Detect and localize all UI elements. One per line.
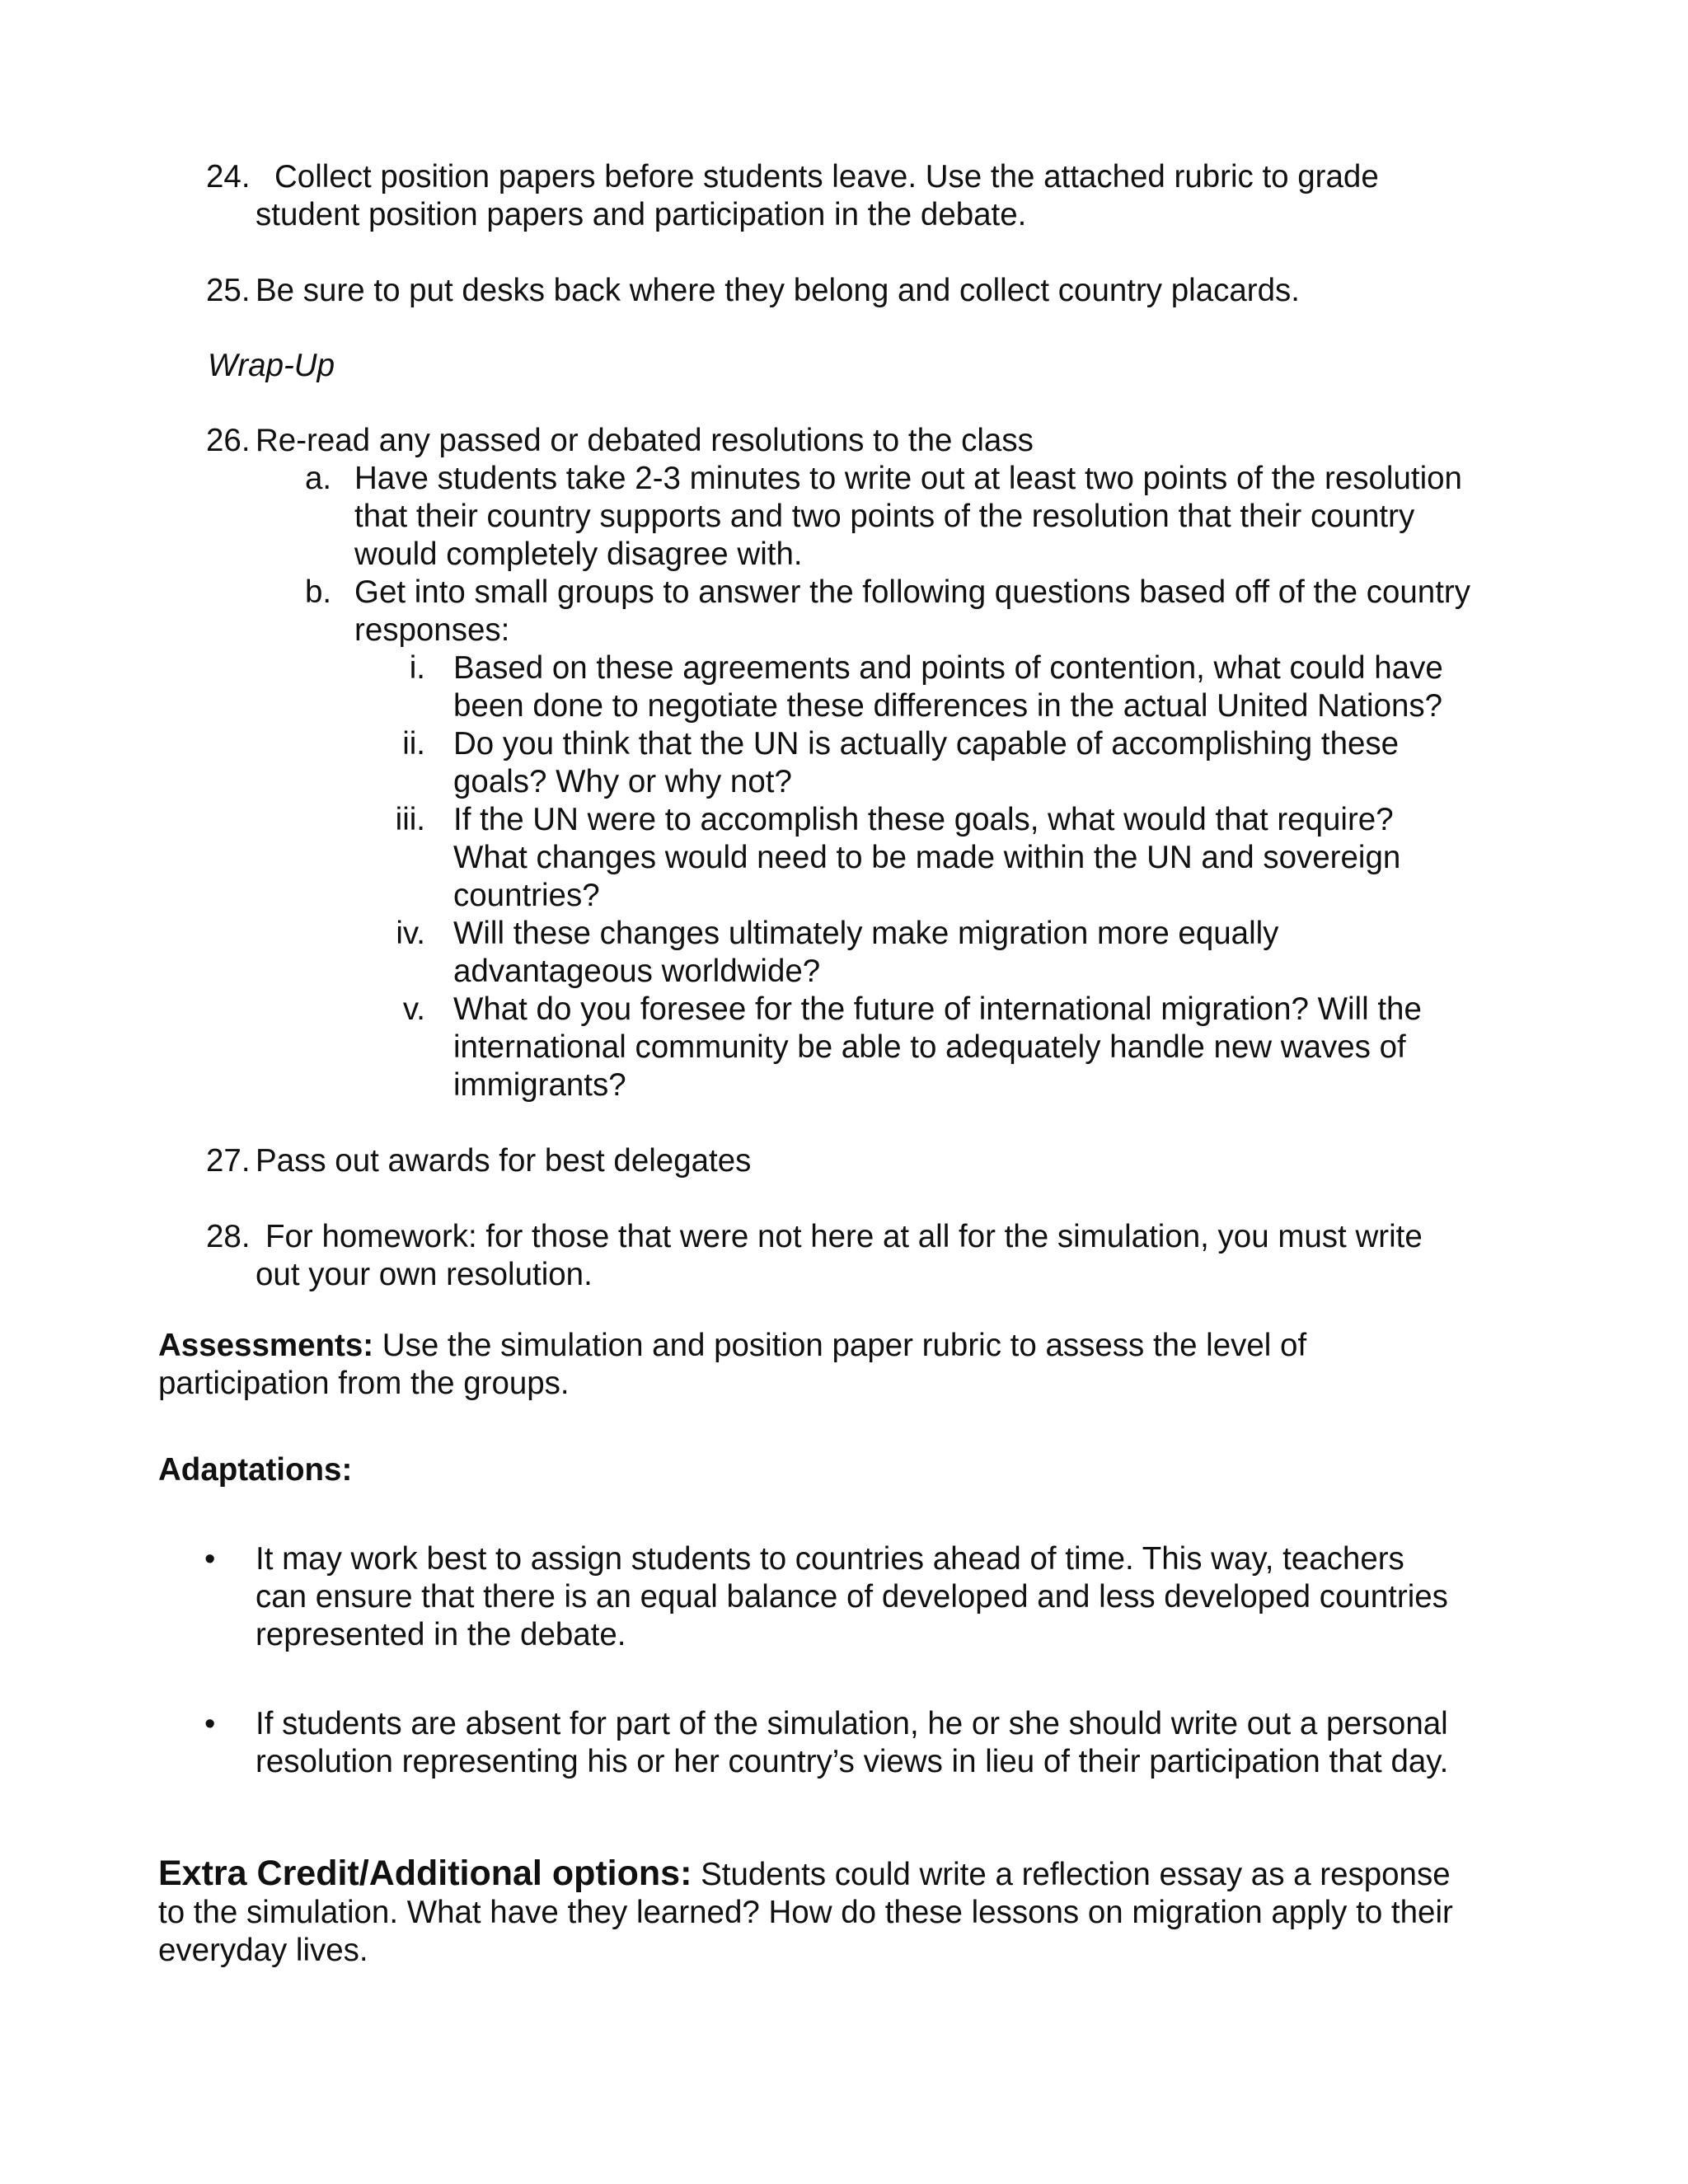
- question-text: What changes would need to be made within the UN and sovereign: [453, 840, 1401, 875]
- extra-credit-text: to the simulation. What have they learned? How do these lessons on migration apply to their: [158, 1895, 1453, 1930]
- sub-text: would completely disagree with.: [354, 537, 803, 572]
- question-text: been done to negotiate these differences in the actual United Nations?: [453, 688, 1443, 724]
- extra-credit-text: everyday lives.: [158, 1933, 368, 1968]
- adaptations-heading: Adaptations:: [158, 1452, 353, 1488]
- step-text: Pass out awards for best delegates: [256, 1143, 752, 1179]
- question-text: goals? Why or why not?: [453, 764, 792, 799]
- step-number: 26.: [206, 423, 251, 458]
- assessments-label: Assessments:: [158, 1328, 374, 1363]
- question-text: Based on these agreements and points of contention, what could have: [453, 650, 1443, 686]
- step-text: student position papers and participation in the debate.: [256, 197, 1027, 232]
- assessments-text: Use the simulation and position paper rubric to assess the level of: [373, 1328, 1307, 1363]
- question-text: immigrants?: [453, 1067, 626, 1103]
- step-number: 28.: [206, 1219, 251, 1254]
- adaptation-text: It may work best to assign students to countries ahead of time. This way, teachers: [256, 1541, 1404, 1577]
- question-text: countries?: [453, 878, 600, 913]
- bullet-icon: •: [204, 1542, 216, 1577]
- section-heading-wrap-up: Wrap-Up: [208, 348, 335, 383]
- extra-credit-text: Students could write a reflection essay as a response: [692, 1857, 1451, 1892]
- question-marker: v.: [402, 991, 425, 1027]
- sub-text: responses:: [354, 612, 510, 648]
- question-text: If the UN were to accomplish these goals, what would that require?: [453, 802, 1394, 837]
- adaptation-text: If students are absent for part of the simulation, he or she should write out a personal: [256, 1706, 1448, 1741]
- sub-text: Get into small groups to answer the following questions based off of the country: [354, 574, 1470, 610]
- sub-marker: a.: [305, 461, 332, 496]
- bullet-icon: •: [204, 1707, 216, 1741]
- question-text: international community be able to adequately handle new waves of: [453, 1029, 1406, 1065]
- question-text: What do you foresee for the future of international migration? Will the: [453, 991, 1422, 1027]
- assessments-line-1: [158, 1327, 1306, 1365]
- assessments-text: participation from the groups.: [158, 1366, 570, 1401]
- step-text: Collect position papers before students leave. Use the attached rubric to grade: [274, 159, 1379, 194]
- sub-text: that their country supports and two points of the resolution that their country: [354, 499, 1415, 534]
- step-number: 24.: [206, 159, 251, 194]
- adaptation-text: represented in the debate.: [256, 1617, 626, 1652]
- question-marker: ii.: [402, 726, 425, 762]
- step-number: 27.: [206, 1143, 251, 1179]
- adaptation-text: resolution representing his or her country’s views in lieu of their participation that day.: [256, 1744, 1449, 1779]
- step-text: out your own resolution.: [256, 1257, 593, 1292]
- extra-credit-line-1: [158, 1854, 1451, 1894]
- step-text: For homework: for those that were not here at all for the simulation, you must write: [265, 1219, 1423, 1254]
- question-text: Do you think that the UN is actually capable of accomplishing these: [453, 726, 1400, 762]
- question-text: advantageous worldwide?: [453, 954, 821, 989]
- question-text: Will these changes ultimately make migration more equally: [453, 916, 1279, 951]
- sub-marker: b.: [305, 574, 332, 610]
- adaptation-text: can ensure that there is an equal balance of developed and less developed countries: [256, 1579, 1448, 1615]
- sub-text: Have students take 2-3 minutes to write out at least two points of the resolution: [354, 461, 1462, 496]
- question-marker: i.: [409, 650, 425, 686]
- step-text: Re-read any passed or debated resolutions to the class: [256, 423, 1034, 458]
- extra-credit-label: Extra Credit/Additional options:: [158, 1854, 692, 1893]
- question-marker: iv.: [396, 916, 425, 951]
- step-text: Be sure to put desks back where they belong and collect country placards.: [256, 273, 1300, 308]
- question-marker: iii.: [395, 802, 425, 837]
- step-number: 25.: [206, 273, 251, 308]
